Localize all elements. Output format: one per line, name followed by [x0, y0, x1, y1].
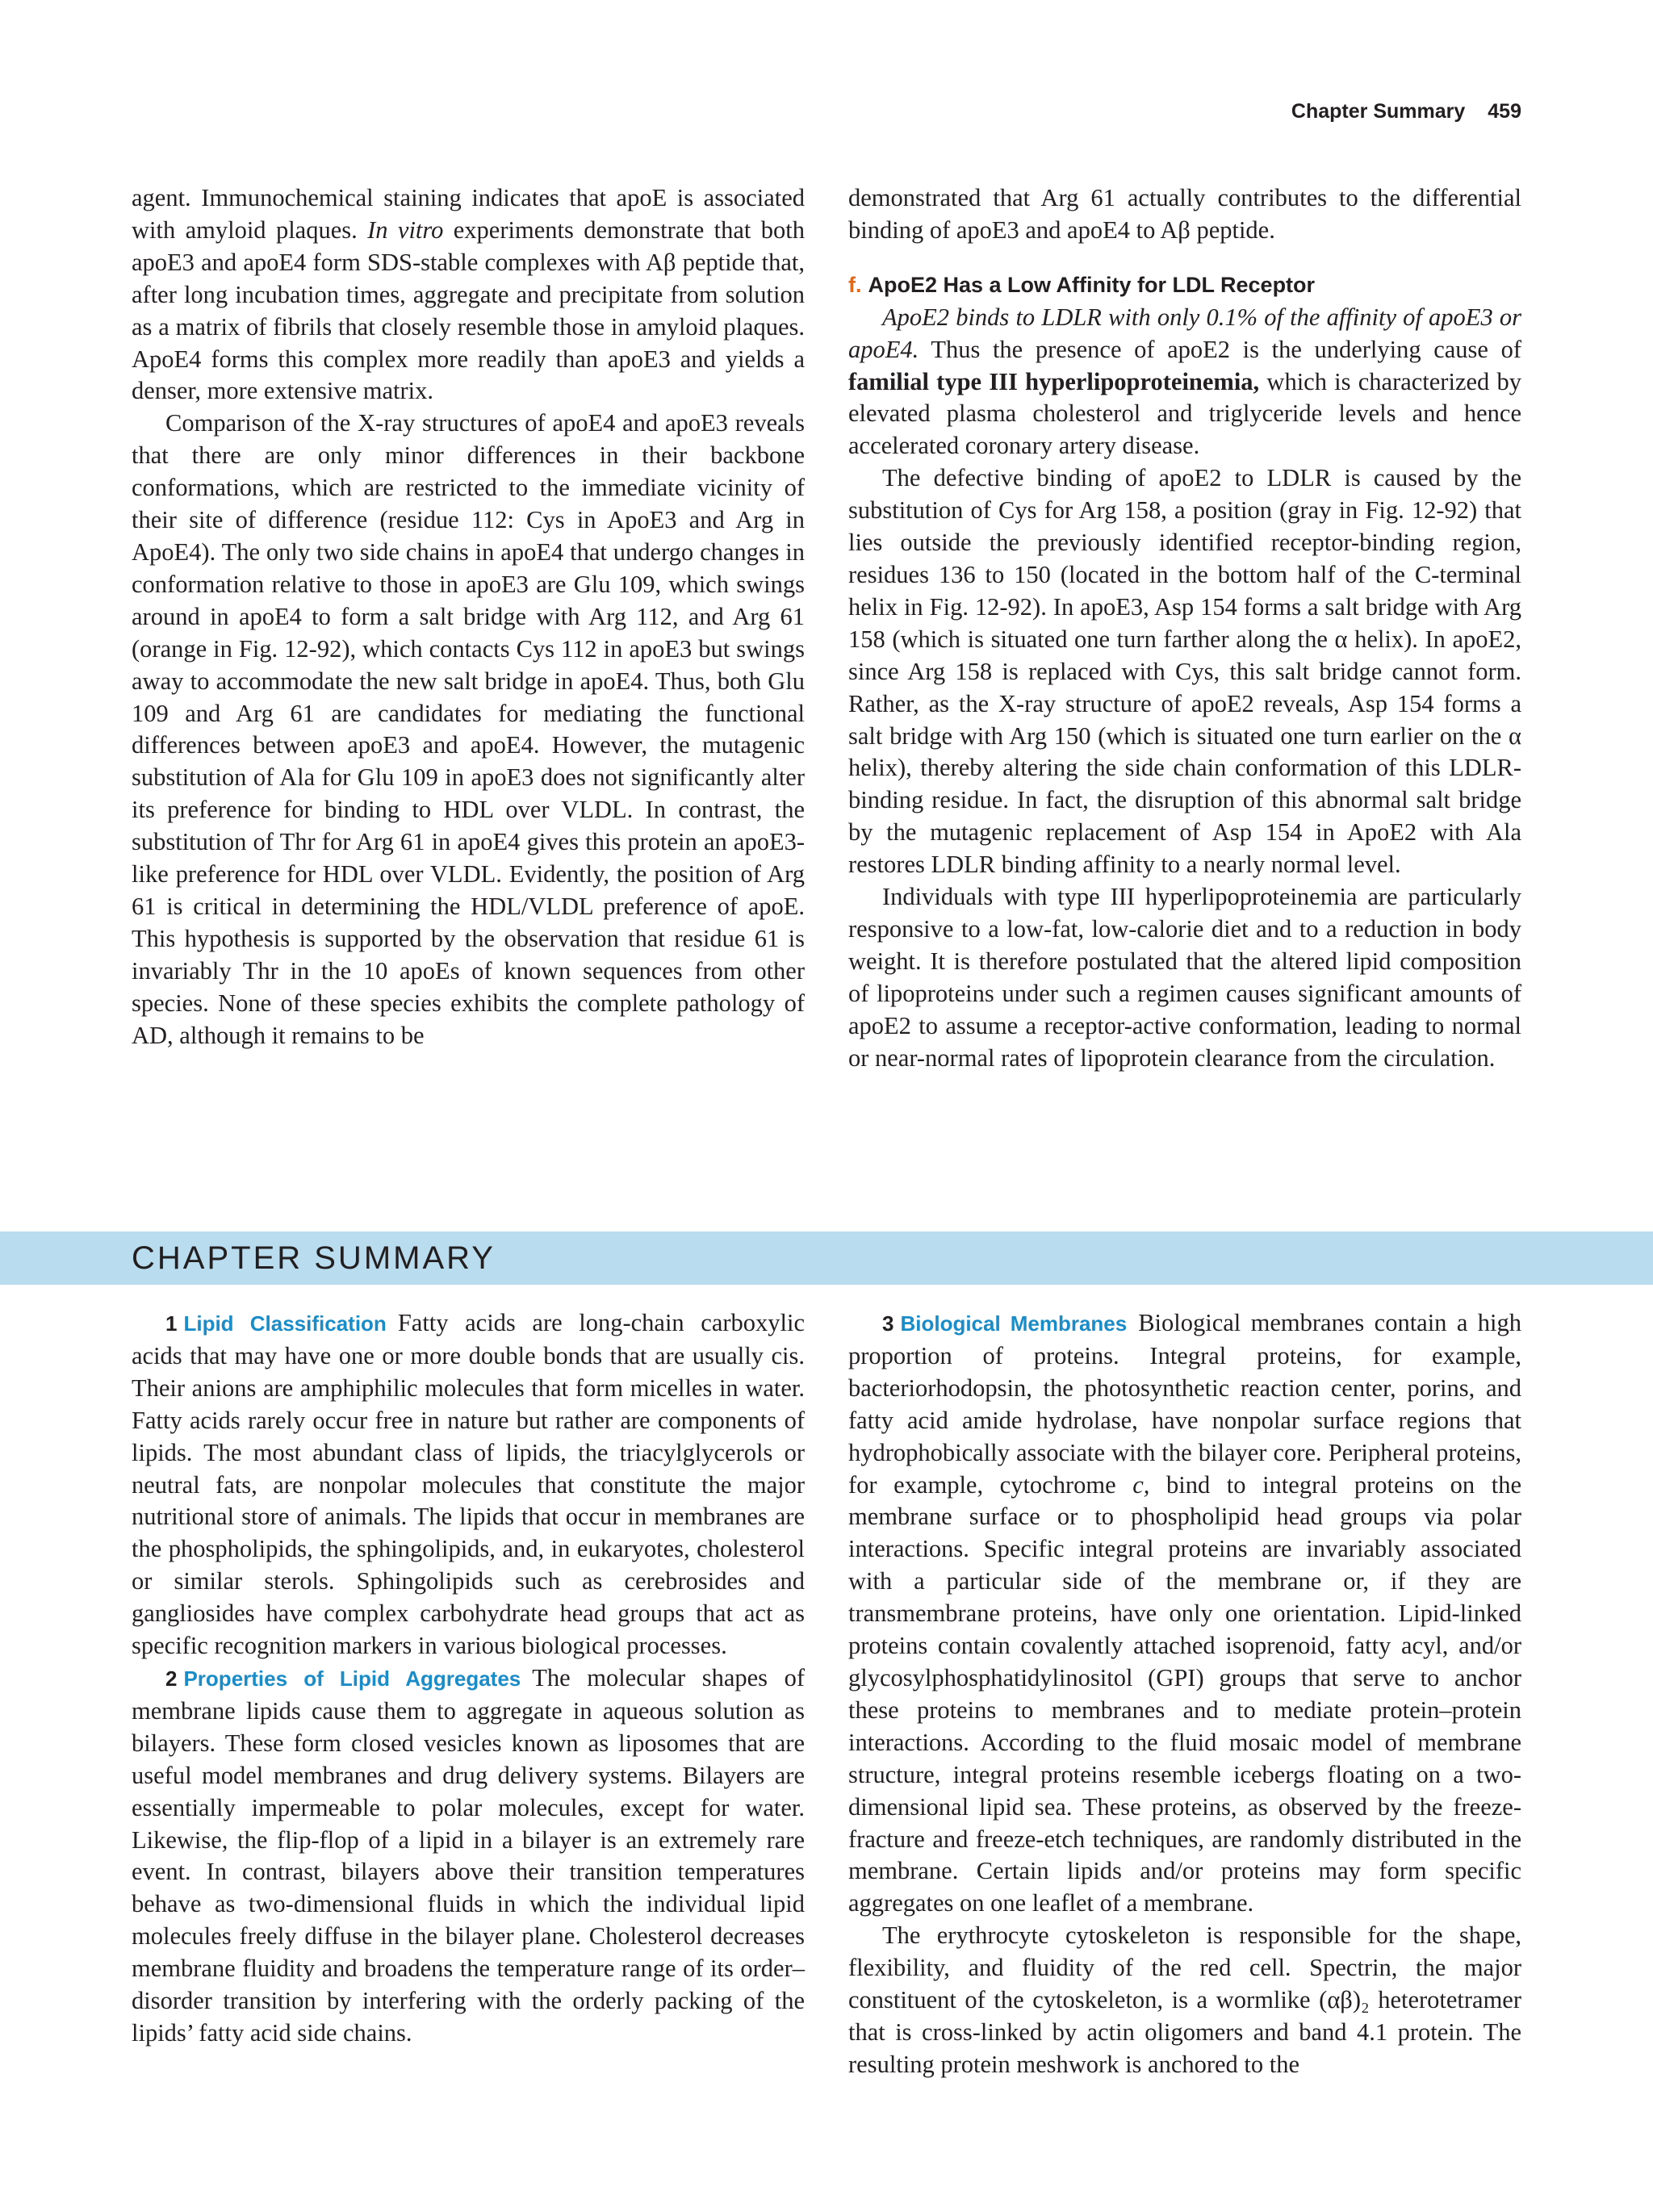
paragraph: Comparison of the X-ray structures of apoE4 and apoE3 reveals that there are only minor differences in their backbone conformations, which are restricted to the immediate vicinity of their site of difference (residue 112: Cys in ApoE3 and Arg in ApoE4). The only two side chains in apoE4 that undergo changes in conformation relative to those in apoE3 are Glu 109, which swings around in apoE4 to form a salt bridge with Arg 112, and Arg 61 (orange in Fig. 12-92), which contacts Cys 112 in apoE3 but swings away to accommodate the new salt bridge in apoE4. Thus, both Glu 109 and Arg 61 are candidates for mediating the functional differences between apoE3 and apoE4. However, the mutagenic substitution of Ala for Glu 109 in apoE3 does not significantly alter its preference for binding to HDL over VLDL. In contrast, the substitution of Thr for Arg 61 in apoE4 gives this protein an apoE3-like preference for HDL over VLDL. Evidently, the position of Arg 61 is critical in determining the HDL/VLDL preference of apoE. This hypothesis is supported by the observation that residue 61 is invariably Thr in the 10 apoEs of known sequences from other species. None of these species exhibits the complete pathology of AD, although it remains to be [132, 409, 805, 1049]
paragraph: demonstrated that Arg 61 actually contributes to the differential binding of apoE3 and apoE4 to Aβ peptide. [848, 184, 1521, 244]
summary-paragraph-2: 2 Properties of Lipid Aggregates The molecular shapes of membrane lipids cause them to aggregate in aqueous solution as bilayers. These form closed vesicles known as liposomes that are useful model membranes and drug delivery systems. Bilayers are essentially impermeable to polar molecules, except for water. Likewise, the flip-flop of a lipid in a bilayer is an extremely rare event. In contrast, bilayers above their transition temperatures behave as two-dimensional fluids in which the individual lipid molecules freely diffuse in the bilayer plane. Cholesterol decreases membrane fluidity and broadens the temperature range of its order–disorder transition by interfering with the orderly packing of the lipids’ fatty acid side chains. [132, 1663, 805, 2047]
upper-right-column [848, 182, 1521, 1074]
summary-right-column [848, 1307, 1521, 2081]
summary-paragraph-1: 1 Lipid Classification Fatty acids are long-chain carboxylic acids that may have one or more double bonds that are usually cis. Their anions are amphiphilic molecules that form micelles in water. Fatty acids rarely occur free in nature but rather are components of lipids. The most abundant class of lipids, the triacylglycerols or neutral fats, are nonpolar molecules that constitute the major nutritional store of animals. The lipids that occur in membranes are the phospholipids, the sphingolipids, and, in eukaryotes, cholesterol or similar sterols. Sphingolipids such as cerebrosides and gangliosides have complex carbohydrate head groups that act as specific recognition markers in various biological processes. [132, 1309, 805, 1660]
running-head [1291, 100, 1521, 123]
summary-number: 3 [882, 1311, 894, 1336]
chapter-summary-title: CHAPTER SUMMARY [132, 1240, 496, 1276]
subheading-text: ApoE2 Has a Low Affinity for LDL Receptor [868, 272, 1316, 297]
paragraph: The defective binding of apoE2 to LDLR is caused by the substitution of Cys for Arg 158, a position (gray in Fig. 12-92) that lies outside the previously identified receptor-binding region, residues 136 to 150 (located in the bottom half of the C-terminal helix in Fig. 12-92). In apoE3, Asp 154 forms a salt bridge with Arg 158 (which is situated one turn farther along the α helix). In apoE2, since Arg 158 is replaced with Cys, this salt bridge cannot form. Rather, as the X-ray structure of apoE2 reveals, Asp 154 forms a salt bridge with Arg 150 (which is situated one turn earlier on the α helix), thereby altering the side chain conformation of this LDLR-binding residue. In fact, the disruption of this abnormal salt bridge by the mutagenic replacement of Asp 154 in ApoE2 with Ala restores LDLR binding affinity to a nearly normal level. [848, 464, 1521, 879]
upper-left-column [132, 182, 805, 1052]
paragraph: Individuals with type III hyperlipoproteinemia are particularly responsive to a low-fat, low-calorie diet and to a reduction in body weight. It is therefore postulated that the altered lipid composition of lipoproteins under such a regimen causes significant amounts of apoE2 to assume a receptor-active conformation, leading to normal or near-normal rates of lipoprotein clearance from the circulation. [848, 883, 1521, 1072]
running-title: Chapter Summary [1291, 100, 1466, 123]
page-number: 459 [1488, 100, 1521, 123]
paragraph: ApoE2 binds to LDLR with only 0.1% of the affinity of apoE3 or apoE4. Thus the presence of apoE2 is the underlying cause of familial type III hyperlipoproteinemia, which is characterized by elevated plasma cholesterol and triglyceride levels and hence accelerated coronary artery disease. [848, 303, 1521, 460]
paragraph: agent. Immunochemical staining indicates that apoE is associated with amyloid plaques. In vitro experiments demonstrate that both apoE3 and apoE4 form SDS-stable complexes with Aβ peptide that, after long incubation times, aggregate and precipitate from solution as a matrix of fibrils that closely resemble those in amyloid plaques. ApoE4 forms this complex more readily than apoE3 and yields a denser, more extensive matrix. [132, 184, 805, 405]
summary-heading: Properties of Lipid Aggregates [183, 1666, 521, 1691]
paragraph: The erythrocyte cytoskeleton is responsible for the shape, flexibility, and fluidity of the red cell. Spectrin, the major constituent of the cytoskeleton, is a wormlike (αβ)₂ heterotetramer that is cross-linked by actin oligomers and band 4.1 protein. The resulting protein meshwork is anchored to the [848, 1921, 1521, 2078]
summary-number: 2 [165, 1666, 178, 1691]
summary-heading: Lipid Classification [183, 1311, 387, 1336]
summary-paragraph-3: 3 Biological Membranes Biological membranes contain a high proportion of proteins. Integral proteins, for example, bacteriorhodopsin, the photosynthetic reaction center, porins, and fatty acid amide hydrolase, have nonpolar surface regions that hydrophobically associate with the bilayer core. Peripheral proteins, for example, cytochrome c, bind to integral proteins on the membrane surface or to phospholipid head groups via polar interactions. Specific integral proteins are invariably associated with a particular side of the membrane or, if they are transmembrane proteins, have only one orientation. Lipid-linked proteins contain covalently attached isoprenoid, fatty acyl, and/or glycosylphosphatidylinositol (GPI) groups that serve to anchor these proteins to membranes and to mediate protein–protein interactions. According to the fluid mosaic model of membrane structure, integral proteins resemble icebergs floating on a two-dimensional lipid sea. These proteins, as observed by the freeze-fracture and freeze-etch techniques, are randomly distributed in the membrane. Certain lipids and/or proteins may form specific aggregates on one leaflet of a membrane. [848, 1309, 1522, 1917]
subheading-letter: f. [848, 272, 862, 297]
summary-left-column [132, 1307, 805, 2050]
summary-number: 1 [165, 1311, 178, 1336]
section-subheading [848, 270, 1521, 302]
summary-heading: Biological Membranes [900, 1311, 1128, 1336]
